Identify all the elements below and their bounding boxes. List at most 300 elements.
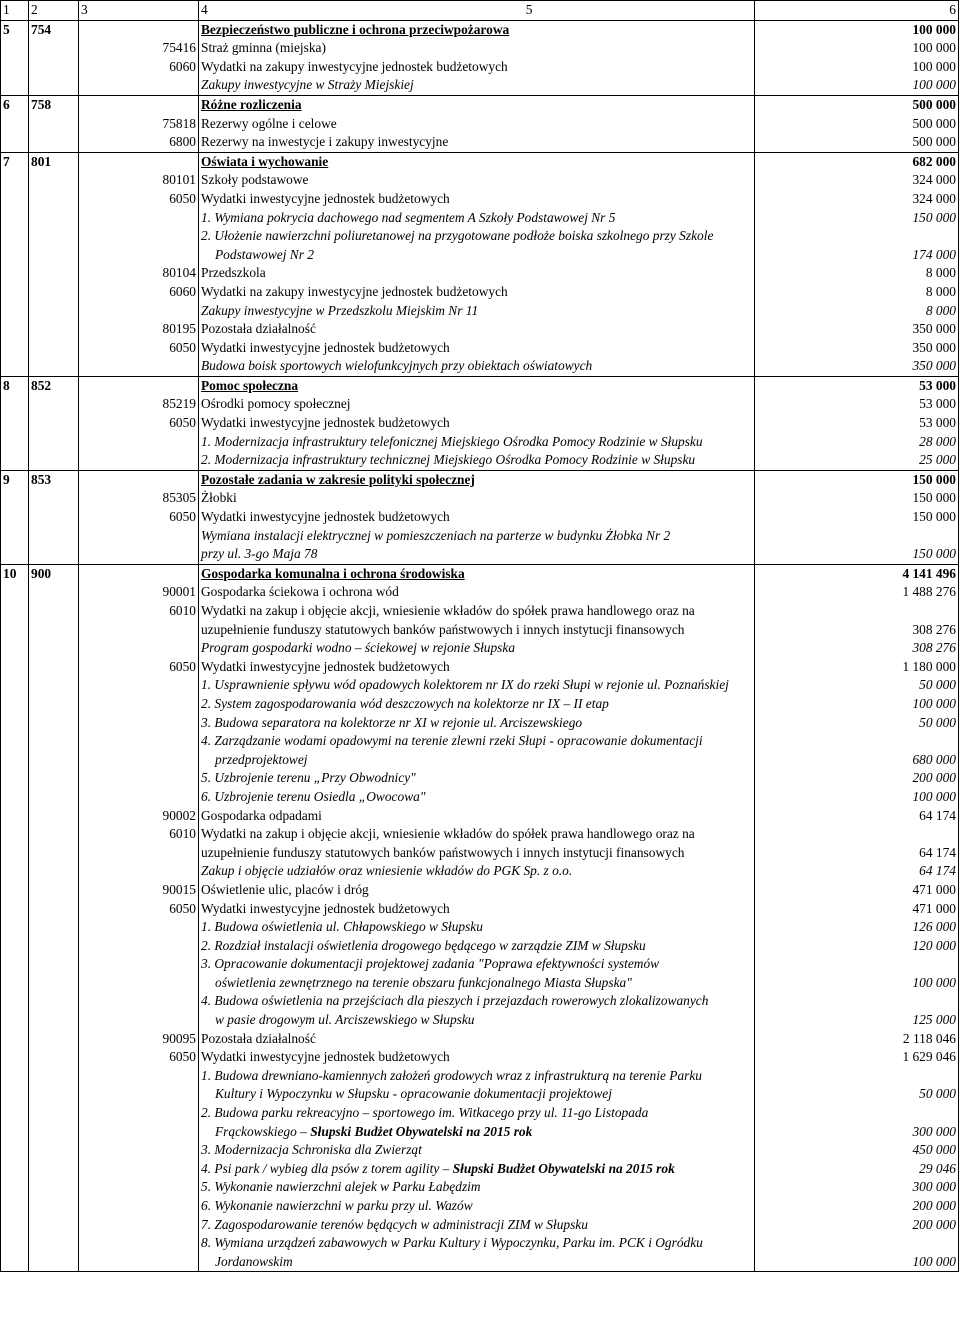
item-description-text: Bezpieczeństwo publiczne i ochrona przeciwpożarowa bbox=[201, 21, 510, 37]
rozdzial-paragraf-code: 6050 bbox=[79, 508, 199, 527]
item-description bbox=[199, 825, 755, 844]
item-description-text: Oświetlenie ulic, placów i dróg bbox=[201, 881, 369, 897]
dzial-code bbox=[29, 658, 79, 677]
dzial-code bbox=[29, 583, 79, 602]
item-description-text: Wydatki na zakupy inwestycyjne jednostek budżetowych bbox=[201, 283, 508, 299]
amount: 64 174 bbox=[755, 844, 959, 863]
item-description-text: Pozostała działalność bbox=[201, 321, 316, 337]
table-row bbox=[1, 602, 959, 621]
dzial-code bbox=[29, 58, 79, 77]
item-description-text: Pozostałe zadania w zakresie polityki społecznej bbox=[201, 471, 475, 487]
item-description-text: Zakupy inwestycyjne w Przedszkolu Miejskim Nr 11 bbox=[201, 302, 479, 318]
table-row bbox=[1, 1234, 959, 1253]
item-description bbox=[199, 918, 755, 937]
amount: 100 000 bbox=[755, 695, 959, 714]
table-row bbox=[1, 844, 959, 863]
item-description-text: 4. Zarządzanie wodami opadowymi na terenie zlewni rzeki Słupi - opracowanie dokumentacji bbox=[201, 733, 703, 749]
section-number bbox=[1, 974, 29, 993]
section-number bbox=[1, 190, 29, 209]
table-row bbox=[1, 39, 959, 58]
section-number bbox=[1, 39, 29, 58]
section-number bbox=[1, 1011, 29, 1030]
table-row bbox=[1, 676, 959, 695]
table-row bbox=[1, 451, 959, 470]
amount: 25 000 bbox=[755, 451, 959, 470]
table-row bbox=[1, 1197, 959, 1216]
table-row bbox=[1, 395, 959, 414]
dzial-code bbox=[29, 395, 79, 414]
item-description bbox=[199, 1048, 755, 1067]
dzial-code bbox=[29, 695, 79, 714]
section-number bbox=[1, 209, 29, 228]
item-description bbox=[199, 190, 755, 209]
item-description bbox=[199, 95, 755, 114]
amount: 100 000 bbox=[755, 58, 959, 77]
dzial-code bbox=[29, 1234, 79, 1253]
amount: 350 000 bbox=[755, 320, 959, 339]
amount: 50 000 bbox=[755, 714, 959, 733]
amount: 125 000 bbox=[755, 1011, 959, 1030]
section-number bbox=[1, 992, 29, 1011]
table-row bbox=[1, 992, 959, 1011]
section-number bbox=[1, 115, 29, 134]
item-description bbox=[199, 302, 755, 321]
item-description-text: Wydatki inwestycyjne jednostek budżetowych bbox=[201, 900, 450, 916]
table-row bbox=[1, 1123, 959, 1142]
dzial-code bbox=[29, 1160, 79, 1179]
amount: 150 000 bbox=[755, 508, 959, 527]
item-description bbox=[199, 1085, 755, 1104]
section-number bbox=[1, 1216, 29, 1235]
item-description bbox=[199, 1234, 755, 1253]
rozdzial-paragraf-code bbox=[79, 621, 199, 640]
section-number: 6 bbox=[1, 95, 29, 114]
dzial-code bbox=[29, 825, 79, 844]
section-number bbox=[1, 955, 29, 974]
item-description-text: Wymiana instalacji elektrycznej w pomieszczeniach na parterze w budynku Żłobka Nr 2 bbox=[201, 527, 671, 543]
item-description-bold: Słupski Budżet Obywatelski na 2015 rok bbox=[452, 1160, 675, 1176]
header-col-4-label: 4 bbox=[201, 2, 208, 17]
item-description bbox=[199, 974, 755, 993]
item-description bbox=[199, 807, 755, 826]
amount: 682 000 bbox=[755, 152, 959, 171]
section-number bbox=[1, 76, 29, 95]
rozdzial-paragraf-code bbox=[79, 1123, 199, 1142]
table-row bbox=[1, 20, 959, 39]
item-description-text: Wydatki inwestycyjne jednostek budżetowych bbox=[201, 415, 450, 431]
amount: 350 000 bbox=[755, 339, 959, 358]
section-number bbox=[1, 433, 29, 452]
rozdzial-paragraf-code: 6050 bbox=[79, 414, 199, 433]
table-row bbox=[1, 171, 959, 190]
dzial-code bbox=[29, 639, 79, 658]
amount bbox=[755, 1234, 959, 1253]
rozdzial-paragraf-code bbox=[79, 1197, 199, 1216]
amount bbox=[755, 527, 959, 546]
item-description bbox=[199, 152, 755, 171]
table-row bbox=[1, 508, 959, 527]
item-description bbox=[199, 751, 755, 770]
amount: 1 629 046 bbox=[755, 1048, 959, 1067]
section-number bbox=[1, 825, 29, 844]
item-description-text: uzupełnienie funduszy statutowych banków państwowych i innych instytucji finansowych bbox=[201, 621, 685, 637]
section-number bbox=[1, 283, 29, 302]
dzial-code bbox=[29, 1085, 79, 1104]
item-description bbox=[199, 76, 755, 95]
dzial-code bbox=[29, 621, 79, 640]
item-description-text: Program gospodarki wodno – ściekowej w rejonie Słupska bbox=[201, 640, 516, 656]
amount: 53 000 bbox=[755, 376, 959, 395]
item-description bbox=[199, 133, 755, 152]
item-description-text: 3. Modernizacja Schroniska dla Zwierząt bbox=[201, 1142, 422, 1158]
item-description-text: Oświata i wychowanie bbox=[201, 153, 329, 169]
rozdzial-paragraf-code bbox=[79, 955, 199, 974]
item-description bbox=[199, 844, 755, 863]
dzial-code bbox=[29, 732, 79, 751]
item-description-text: 2. Rozdział instalacji oświetlenia drogowego będącego w zarządzie ZIM w Słupsku bbox=[201, 937, 646, 953]
table-row bbox=[1, 639, 959, 658]
dzial-code bbox=[29, 246, 79, 265]
amount: 200 000 bbox=[755, 1197, 959, 1216]
amount: 324 000 bbox=[755, 171, 959, 190]
section-number bbox=[1, 1104, 29, 1123]
dzial-code: 900 bbox=[29, 564, 79, 583]
item-description-text: Przedszkola bbox=[201, 265, 266, 281]
rozdzial-paragraf-code bbox=[79, 1104, 199, 1123]
item-description bbox=[199, 564, 755, 583]
section-number bbox=[1, 527, 29, 546]
section-number bbox=[1, 133, 29, 152]
table-row bbox=[1, 1104, 959, 1123]
table-row bbox=[1, 583, 959, 602]
section-number bbox=[1, 1141, 29, 1160]
amount bbox=[755, 992, 959, 1011]
section-number bbox=[1, 1085, 29, 1104]
rozdzial-paragraf-code bbox=[79, 639, 199, 658]
dzial-code bbox=[29, 1123, 79, 1142]
item-description-text: 2. Budowa parku rekreacyjno – sportowego im. Witkacego przy ul. 11-go Listopada bbox=[201, 1105, 649, 1121]
section-number bbox=[1, 171, 29, 190]
table-row bbox=[1, 1067, 959, 1086]
item-description-text: Pozostała działalność bbox=[201, 1030, 316, 1046]
item-description-text: Szkoły podstawowe bbox=[201, 172, 309, 188]
dzial-code: 853 bbox=[29, 470, 79, 489]
rozdzial-paragraf-code bbox=[79, 937, 199, 956]
dzial-code bbox=[29, 1141, 79, 1160]
dzial-code: 852 bbox=[29, 376, 79, 395]
item-description bbox=[199, 1197, 755, 1216]
amount: 120 000 bbox=[755, 937, 959, 956]
item-description bbox=[199, 714, 755, 733]
table-row bbox=[1, 918, 959, 937]
header-col-2: 2 bbox=[29, 1, 79, 21]
rozdzial-paragraf-code bbox=[79, 788, 199, 807]
rozdzial-paragraf-code: 80101 bbox=[79, 171, 199, 190]
section-number bbox=[1, 451, 29, 470]
rozdzial-paragraf-code: 90015 bbox=[79, 881, 199, 900]
item-description-text: Budowa boisk sportowych wielofunkcyjnych przy obiektach oświatowych bbox=[201, 358, 593, 374]
item-description bbox=[199, 470, 755, 489]
table-row bbox=[1, 1253, 959, 1272]
section-number bbox=[1, 769, 29, 788]
section-number bbox=[1, 602, 29, 621]
amount: 308 276 bbox=[755, 621, 959, 640]
item-description-text: 6. Wykonanie nawierzchni w parku przy ul. Wazów bbox=[201, 1198, 473, 1213]
item-description-text: 8. Wymiana urządzeń zabawowych w Parku Kultury i Wypoczynku, Parku im. PCK i Ogródku bbox=[201, 1235, 703, 1251]
item-description bbox=[199, 489, 755, 508]
item-description bbox=[199, 695, 755, 714]
section-number bbox=[1, 1030, 29, 1049]
amount: 53 000 bbox=[755, 414, 959, 433]
section-number bbox=[1, 714, 29, 733]
item-description-text: 3. Budowa separatora na kolektorze nr XI w rejonie ul. Arciszewskiego bbox=[201, 714, 583, 730]
item-description bbox=[199, 1160, 755, 1179]
item-description-text: przy ul. 3-go Maja 78 bbox=[201, 546, 318, 562]
table-row bbox=[1, 58, 959, 77]
amount: 53 000 bbox=[755, 395, 959, 414]
dzial-code bbox=[29, 1048, 79, 1067]
item-description bbox=[199, 545, 755, 564]
item-description bbox=[199, 1011, 755, 1030]
rozdzial-paragraf-code bbox=[79, 695, 199, 714]
amount: 350 000 bbox=[755, 357, 959, 376]
item-description bbox=[199, 769, 755, 788]
item-description-text: 6. Uzbrojenie terenu Osiedla „Owocowa" bbox=[201, 788, 426, 804]
table-row bbox=[1, 470, 959, 489]
table-row bbox=[1, 545, 959, 564]
dzial-code bbox=[29, 881, 79, 900]
rozdzial-paragraf-code bbox=[79, 1160, 199, 1179]
section-number bbox=[1, 246, 29, 265]
item-description-text: oświetlenia zewnętrznego na terenie obszaru funkcjonalnego Miasta Słupska" bbox=[215, 974, 632, 990]
rozdzial-paragraf-code bbox=[79, 1178, 199, 1197]
item-description-text: 2. Ułożenie nawierzchni poliuretanowej na przygotowane podłoże boiska szkolnego przy Szkole bbox=[201, 228, 714, 244]
item-description-text: 4. Budowa oświetlenia na przejściach dla pieszych i przejazdach rowerowych zlokalizowanych bbox=[201, 993, 709, 1009]
header-col-4 bbox=[199, 1, 755, 21]
amount: 150 000 bbox=[755, 470, 959, 489]
item-description-text: 1. Budowa oświetlenia ul. Chłapowskiego w Słupsku bbox=[201, 919, 483, 935]
amount: 4 141 496 bbox=[755, 564, 959, 583]
section-number bbox=[1, 1160, 29, 1179]
item-description bbox=[199, 658, 755, 677]
amount: 150 000 bbox=[755, 489, 959, 508]
rozdzial-paragraf-code: 6050 bbox=[79, 900, 199, 919]
dzial-code bbox=[29, 1030, 79, 1049]
dzial-code: 758 bbox=[29, 95, 79, 114]
item-description-text: Gospodarka ściekowa i ochrona wód bbox=[201, 584, 399, 600]
item-description bbox=[199, 1067, 755, 1086]
amount: 100 000 bbox=[755, 1253, 959, 1272]
item-description-text: Wydatki na zakup i objęcie akcji, wniesienie wkładów do spółek prawa handlowego oraz na bbox=[201, 603, 695, 618]
section-number bbox=[1, 1048, 29, 1067]
rozdzial-paragraf-code bbox=[79, 564, 199, 583]
section-number bbox=[1, 900, 29, 919]
item-description-text: 2. System zagospodarowania wód deszczowych na kolektorze nr IX – II etap bbox=[201, 695, 609, 711]
item-description-text: 5. Uzbrojenie terenu „Przy Obwodnicy" bbox=[201, 770, 416, 786]
amount: 1 180 000 bbox=[755, 658, 959, 677]
rozdzial-paragraf-code bbox=[79, 376, 199, 395]
dzial-code bbox=[29, 115, 79, 134]
dzial-code bbox=[29, 302, 79, 321]
item-description bbox=[199, 900, 755, 919]
item-description-text: Podstawowej Nr 2 bbox=[215, 246, 314, 262]
item-description-text: Wydatki inwestycyjne jednostek budżetowych bbox=[201, 509, 450, 525]
table-row bbox=[1, 527, 959, 546]
item-description bbox=[199, 20, 755, 39]
amount bbox=[755, 825, 959, 844]
table-row bbox=[1, 1048, 959, 1067]
table-row bbox=[1, 264, 959, 283]
item-description bbox=[199, 862, 755, 881]
amount: 29 046 bbox=[755, 1160, 959, 1179]
section-number bbox=[1, 732, 29, 751]
dzial-code bbox=[29, 433, 79, 452]
item-description bbox=[199, 320, 755, 339]
item-description bbox=[199, 115, 755, 134]
rozdzial-paragraf-code bbox=[79, 76, 199, 95]
amount: 300 000 bbox=[755, 1178, 959, 1197]
dzial-code bbox=[29, 451, 79, 470]
item-description-text: Kultury i Wypoczynku w Słupsku - opracowanie dokumentacji projektowej bbox=[215, 1086, 612, 1102]
amount: 100 000 bbox=[755, 20, 959, 39]
item-description bbox=[199, 209, 755, 228]
rozdzial-paragraf-code bbox=[79, 1085, 199, 1104]
item-description-text: uzupełnienie funduszy statutowych banków państwowych i innych instytucji finansowych bbox=[201, 844, 685, 860]
amount: 324 000 bbox=[755, 190, 959, 209]
section-number bbox=[1, 807, 29, 826]
dzial-code bbox=[29, 992, 79, 1011]
rozdzial-paragraf-code: 80104 bbox=[79, 264, 199, 283]
dzial-code bbox=[29, 508, 79, 527]
item-description bbox=[199, 583, 755, 602]
item-description-text: Ośrodki pomocy społecznej bbox=[201, 396, 351, 412]
table-row bbox=[1, 807, 959, 826]
table-row bbox=[1, 1011, 959, 1030]
item-description bbox=[199, 937, 755, 956]
table-row bbox=[1, 751, 959, 770]
table-row bbox=[1, 714, 959, 733]
dzial-code bbox=[29, 844, 79, 863]
item-description-text: 7. Zagospodarowanie terenów będących w administracji ZIM w Słupsku bbox=[201, 1216, 588, 1232]
rozdzial-paragraf-code: 90002 bbox=[79, 807, 199, 826]
rozdzial-paragraf-code bbox=[79, 227, 199, 246]
rozdzial-paragraf-code bbox=[79, 1011, 199, 1030]
section-number bbox=[1, 414, 29, 433]
rozdzial-paragraf-code bbox=[79, 209, 199, 228]
dzial-code bbox=[29, 489, 79, 508]
dzial-code bbox=[29, 1197, 79, 1216]
rozdzial-paragraf-code: 75818 bbox=[79, 115, 199, 134]
rozdzial-paragraf-code bbox=[79, 974, 199, 993]
item-description bbox=[199, 264, 755, 283]
item-description bbox=[199, 376, 755, 395]
dzial-code bbox=[29, 171, 79, 190]
table-row bbox=[1, 1216, 959, 1235]
section-number bbox=[1, 583, 29, 602]
item-description-text: Wydatki inwestycyjne jednostek budżetowych bbox=[201, 658, 450, 674]
item-description-text: 3. Opracowanie dokumentacji projektowej zadania "Poprawa efektywności systemów bbox=[201, 956, 660, 972]
rozdzial-paragraf-code bbox=[79, 1234, 199, 1253]
item-description bbox=[199, 227, 755, 246]
amount bbox=[755, 1067, 959, 1086]
item-description-text: 4. Psi park / wybieg dla psów z torem agility – bbox=[201, 1160, 453, 1176]
dzial-code bbox=[29, 227, 79, 246]
rozdzial-paragraf-code bbox=[79, 545, 199, 564]
item-description bbox=[199, 283, 755, 302]
section-number bbox=[1, 545, 29, 564]
rozdzial-paragraf-code: 6060 bbox=[79, 58, 199, 77]
item-description-text: 1. Usprawnienie spływu wód opadowych kolektorem nr IX do rzeki Słupi w rejonie ul. Poznańskiej bbox=[201, 677, 729, 693]
item-description bbox=[199, 621, 755, 640]
rozdzial-paragraf-code bbox=[79, 732, 199, 751]
amount: 100 000 bbox=[755, 76, 959, 95]
section-number bbox=[1, 918, 29, 937]
rozdzial-paragraf-code bbox=[79, 433, 199, 452]
item-description-text: 1. Budowa drewniano-kamiennych założeń grodowych wraz z infrastrukturą na terenie Parku bbox=[201, 1067, 702, 1083]
item-description bbox=[199, 676, 755, 695]
dzial-code bbox=[29, 807, 79, 826]
rozdzial-paragraf-code bbox=[79, 751, 199, 770]
table-header-row bbox=[1, 1, 959, 21]
dzial-code bbox=[29, 357, 79, 376]
amount: 64 174 bbox=[755, 807, 959, 826]
item-description bbox=[199, 357, 755, 376]
rozdzial-paragraf-code: 6800 bbox=[79, 133, 199, 152]
table-row bbox=[1, 357, 959, 376]
dzial-code bbox=[29, 1253, 79, 1272]
section-number bbox=[1, 658, 29, 677]
amount: 2 118 046 bbox=[755, 1030, 959, 1049]
amount: 50 000 bbox=[755, 676, 959, 695]
rozdzial-paragraf-code bbox=[79, 1253, 199, 1272]
dzial-code bbox=[29, 900, 79, 919]
amount: 100 000 bbox=[755, 39, 959, 58]
table-row bbox=[1, 732, 959, 751]
item-description bbox=[199, 1104, 755, 1123]
dzial-code bbox=[29, 283, 79, 302]
item-description bbox=[199, 788, 755, 807]
item-description-text: Rezerwy na inwestycje i zakupy inwestycyjne bbox=[201, 134, 449, 150]
table-row bbox=[1, 1030, 959, 1049]
dzial-code bbox=[29, 676, 79, 695]
section-number: 7 bbox=[1, 152, 29, 171]
item-description bbox=[199, 881, 755, 900]
item-description-text: przedprojektowej bbox=[215, 751, 308, 767]
dzial-code bbox=[29, 602, 79, 621]
dzial-code bbox=[29, 414, 79, 433]
section-number bbox=[1, 1253, 29, 1272]
item-description bbox=[199, 992, 755, 1011]
table-row bbox=[1, 1085, 959, 1104]
item-description bbox=[199, 1123, 755, 1142]
table-row bbox=[1, 937, 959, 956]
amount: 500 000 bbox=[755, 95, 959, 114]
budget-table-body bbox=[1, 1, 959, 1272]
item-description-text: Pomoc społeczna bbox=[201, 377, 299, 393]
item-description bbox=[199, 339, 755, 358]
section-number bbox=[1, 788, 29, 807]
item-description-text: Straż gminna (miejska) bbox=[201, 40, 326, 56]
dzial-code bbox=[29, 1067, 79, 1086]
section-number bbox=[1, 937, 29, 956]
section-number bbox=[1, 1197, 29, 1216]
amount bbox=[755, 1104, 959, 1123]
section-number bbox=[1, 1123, 29, 1142]
section-number bbox=[1, 58, 29, 77]
section-number bbox=[1, 264, 29, 283]
dzial-code bbox=[29, 1178, 79, 1197]
amount: 308 276 bbox=[755, 639, 959, 658]
